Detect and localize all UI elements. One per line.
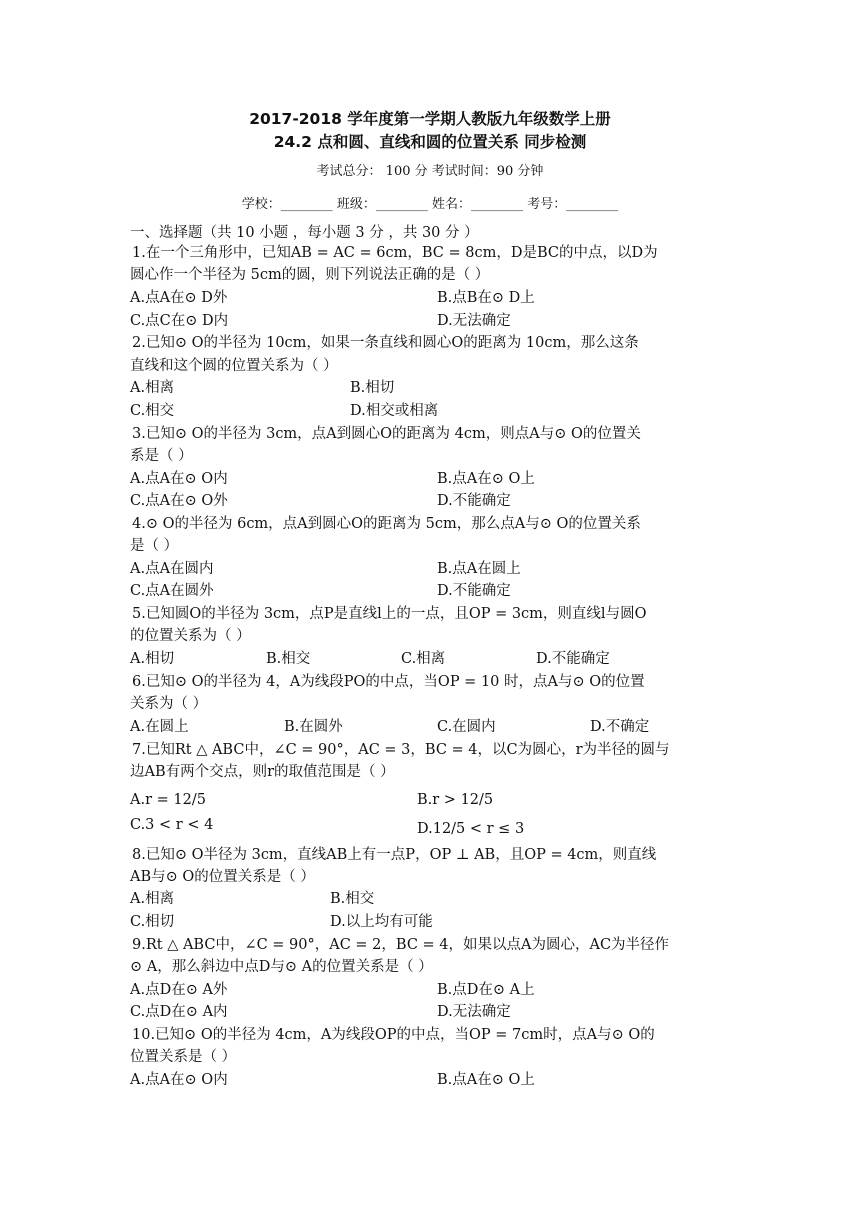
question-3-line-2: 系是（ ） — [130, 448, 193, 464]
question-6-option-b: B.在圆外 — [284, 719, 343, 735]
question-8-option-a: A.相离 — [130, 891, 175, 907]
question-7-option-b: B.r > 12/5 — [417, 792, 494, 808]
question-6-option-c: C.在圆内 — [437, 719, 496, 735]
question-3-line-1: 3.已知⊙ O的半径为 3cm，点A到圆心O的距离为 4cm，则点A与⊙ O的位置关 — [132, 426, 641, 442]
exam-info: 考试总分： 100 分 考试时间：90 分钟 — [316, 164, 544, 179]
student-info: 学校：________ 班级：________ 姓名：________ 考号：________ — [241, 197, 619, 212]
question-8-option-b: B.相交 — [330, 891, 375, 907]
question-9-line-1: 9.Rt △ ABC中，∠C = 90°，AC = 2，BC = 4，如果以点A为圆心，AC为半径作 — [132, 937, 670, 953]
question-6-line-2: 关系为（ ） — [130, 696, 208, 712]
question-7-option-c: C.3 < r < 4 — [130, 817, 214, 833]
question-2-option-c: C.相交 — [130, 403, 175, 419]
question-5-option-a: A.相切 — [130, 651, 175, 667]
question-8-option-c: C.相切 — [130, 914, 175, 930]
question-5-option-b: B.相交 — [266, 651, 311, 667]
section-heading: 一、选择题（共 10 小题 ，每小题 3 分 ，共 30 分 ） — [130, 225, 479, 241]
question-10-option-b: B.点A在⊙ O上 — [437, 1072, 535, 1088]
question-1-line-2: 圆心作一个半径为 5cm的圆，则下列说法正确的是（ ） — [130, 267, 490, 283]
question-2-line-1: 2.已知⊙ O的半径为 10cm，如果一条直线和圆心O的距离为 10cm，那么这条 — [132, 335, 639, 351]
question-3-option-a: A.点A在⊙ O内 — [130, 471, 228, 487]
question-8-line-1: 8.已知⊙ O半径为 3cm，直线AB上有一点P，OP ⊥ AB，且OP = 4cm，则直线 — [132, 847, 657, 863]
question-5-line-2: 的位置关系为（ ） — [130, 628, 251, 644]
question-3-option-c: C.点A在⊙ O外 — [130, 493, 228, 509]
question-1-option-d: D.无法确定 — [437, 313, 511, 329]
question-4-line-2: 是（ ） — [130, 538, 179, 554]
question-7-line-1: 7.已知Rt △ ABC中，∠C = 90°，AC = 3，BC = 4，以C为圆心，r为半径的圆与 — [132, 742, 670, 758]
question-10-line-2: 位置关系是（ ） — [130, 1049, 237, 1065]
question-4-line-1: 4.⊙ O的半径为 6cm，点A到圆心O的距离为 5cm，那么点A与⊙ O的位置关系 — [132, 516, 641, 532]
question-9-line-2: ⊙ A，那么斜边中点D与⊙ A的位置关系是（ ） — [130, 959, 433, 975]
question-9-option-d: D.无法确定 — [437, 1004, 511, 1020]
question-4-option-a: A.点A在圆内 — [130, 561, 214, 577]
question-3-option-d: D.不能确定 — [437, 493, 511, 509]
question-5-option-d: D.不能确定 — [536, 651, 610, 667]
question-2-option-a: A.相离 — [130, 380, 175, 396]
question-9-option-a: A.点D在⊙ A外 — [130, 982, 228, 998]
question-10-option-a: A.点A在⊙ O内 — [130, 1072, 228, 1088]
question-9-option-c: C.点D在⊙ A内 — [130, 1004, 228, 1020]
question-5-option-c: C.相离 — [401, 651, 446, 667]
question-6-line-1: 6.已知⊙ O的半径为 4，A为线段PO的中点，当OP = 10 时，点A与⊙ O的位置 — [132, 674, 645, 690]
question-6-option-d: D.不确定 — [590, 719, 650, 735]
question-2-option-b: B.相切 — [350, 380, 395, 396]
question-4-option-d: D.不能确定 — [437, 583, 511, 599]
question-10-line-1: 10.已知⊙ O的半径为 4cm，A为线段OP的中点，当OP = 7cm时，点A与⊙ O的 — [132, 1027, 655, 1043]
question-1-option-b: B.点B在⊙ D上 — [437, 290, 535, 306]
question-8-line-2: AB与⊙ O的位置关系是（ ） — [130, 869, 315, 885]
question-4-option-c: C.点A在圆外 — [130, 583, 214, 599]
question-4-option-b: B.点A在圆上 — [437, 561, 521, 577]
question-3-option-b: B.点A在⊙ O上 — [437, 471, 535, 487]
question-6-option-a: A.在圆上 — [130, 719, 189, 735]
question-8-option-d: D.以上均有可能 — [330, 914, 433, 930]
question-2-line-2: 直线和这个圆的位置关系为（ ） — [130, 358, 338, 374]
question-7-option-a: A.r = 12/5 — [130, 792, 206, 808]
document-subtitle: 24.2 点和圆、直线和圆的位置关系 同步检测 — [273, 133, 587, 151]
question-7-line-2: 边AB有两个交点，则r的取值范围是（ ） — [130, 764, 395, 780]
question-2-option-d: D.相交或相离 — [350, 403, 439, 419]
question-1-line-1: 1.在一个三角形中，已知AB = AC = 6cm，BC = 8cm，D是BC的中点，以D为 — [132, 245, 658, 261]
question-1-option-a: A.点A在⊙ D外 — [130, 290, 228, 306]
question-9-option-b: B.点D在⊙ A上 — [437, 982, 535, 998]
question-7-option-d: D.12/5 < r ≤ 3 — [417, 821, 525, 837]
document-title: 2017-2018 学年度第一学期人教版九年级数学上册 — [249, 110, 611, 128]
question-1-option-c: C.点C在⊙ D内 — [130, 313, 229, 329]
question-5-line-1: 5.已知圆O的半径为 3cm，点P是直线l上的一点，且OP = 3cm，则直线l与圆O — [132, 606, 647, 622]
